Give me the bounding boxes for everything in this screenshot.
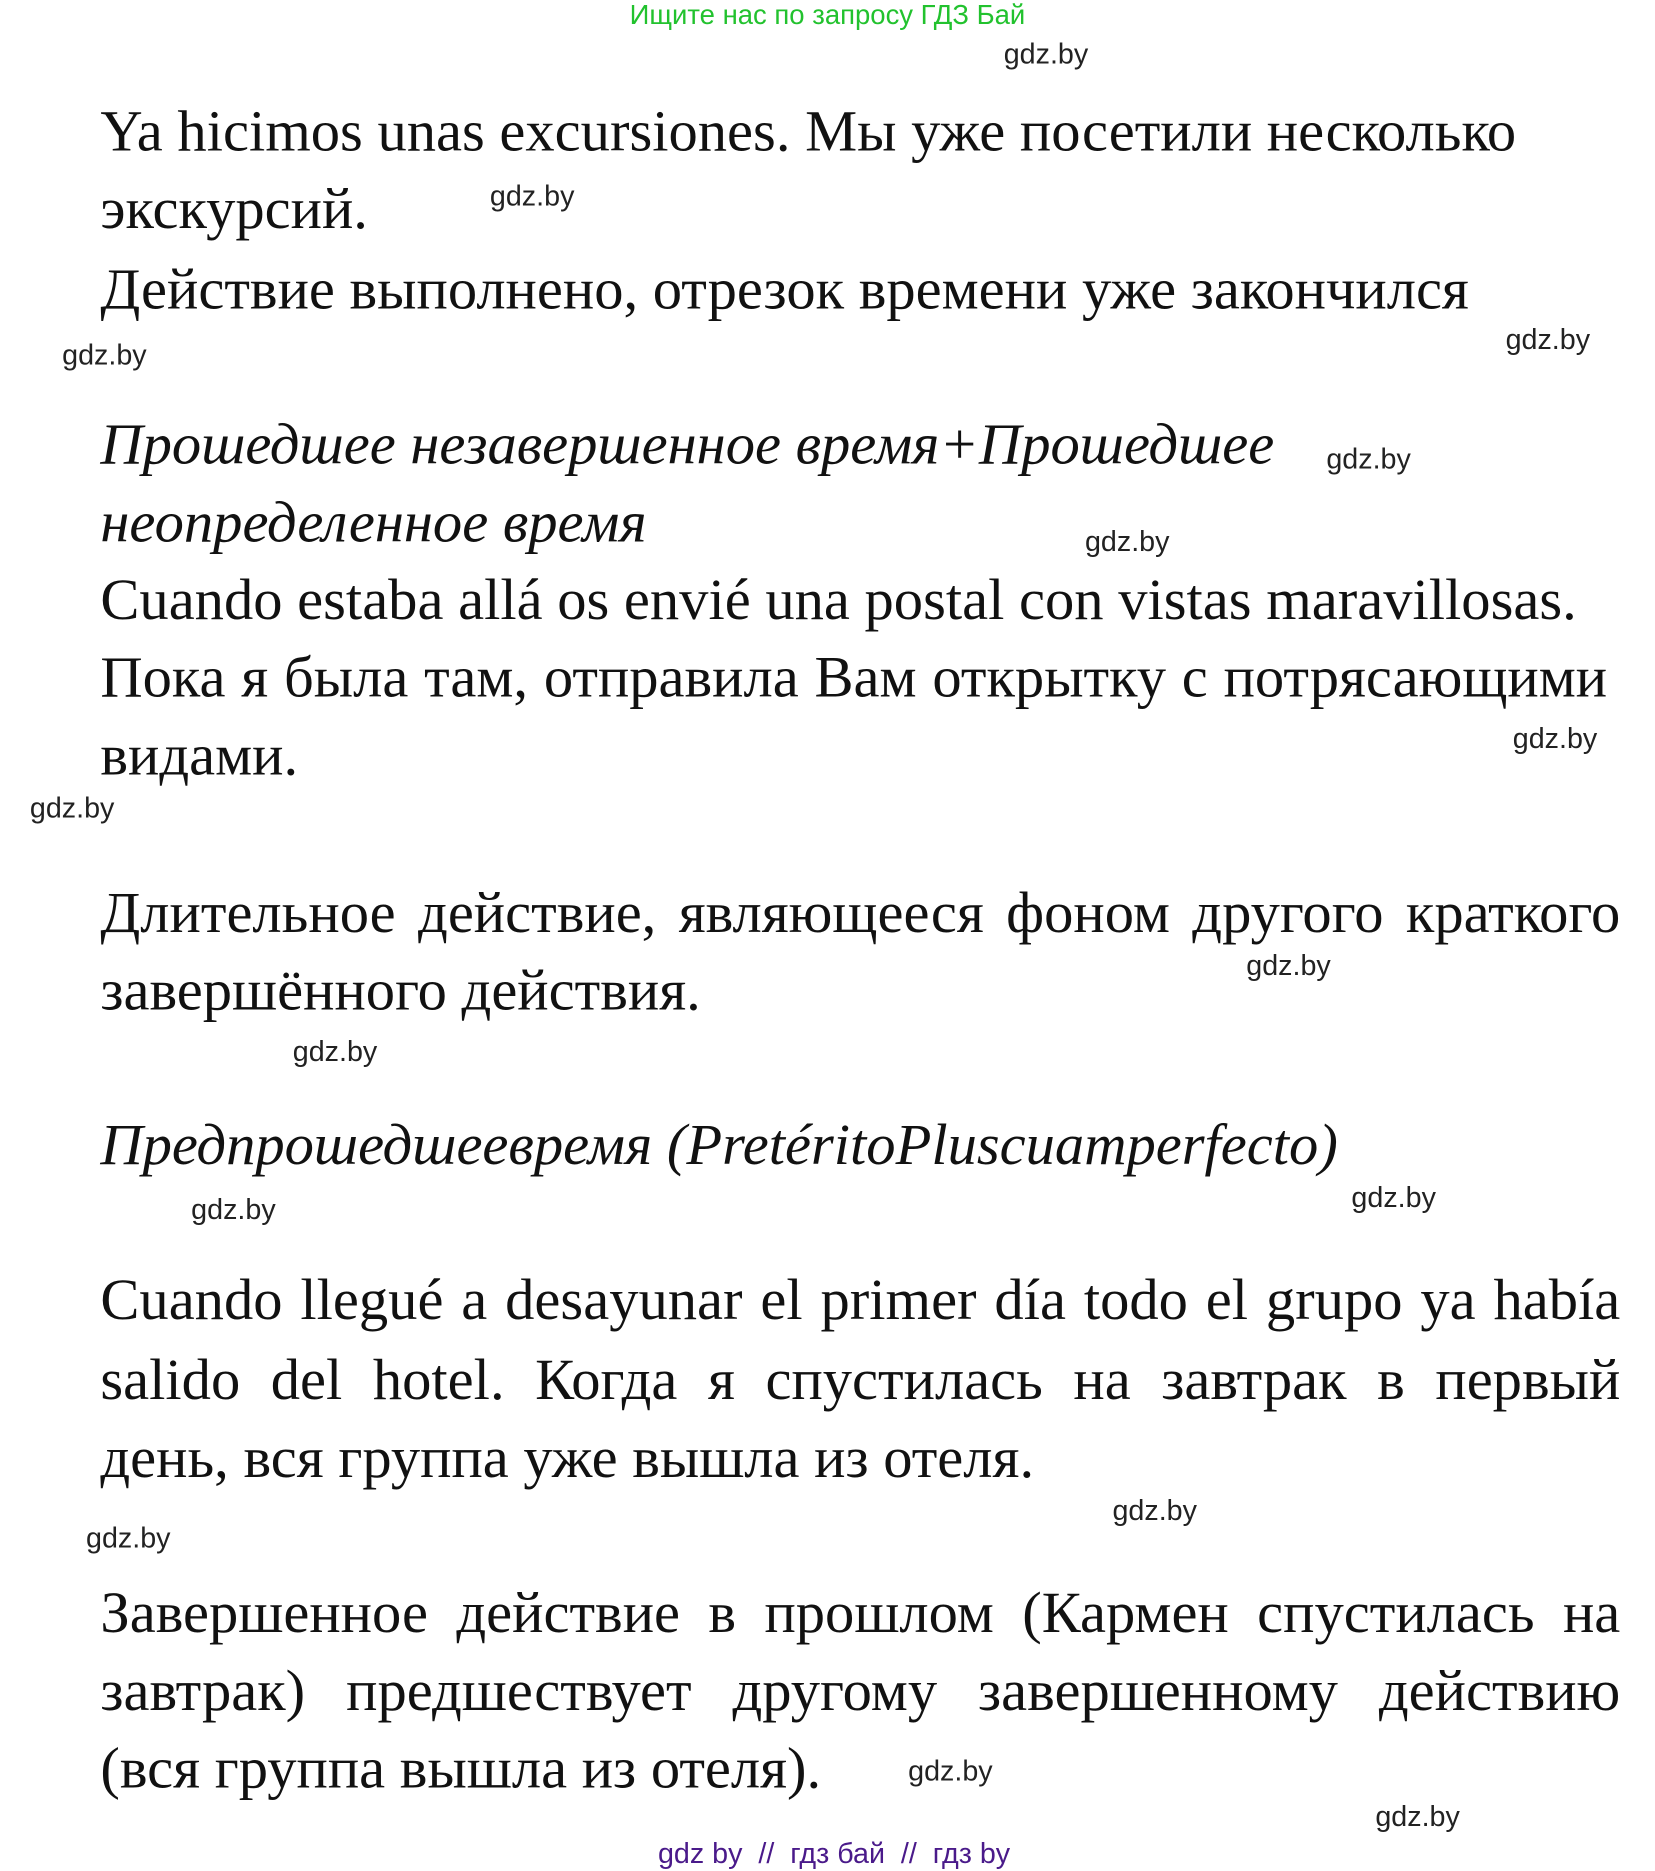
- text-line: день, вся группа уже вышла из отеля.: [100, 1424, 1035, 1491]
- section-heading: Предпрошедшеевремя (PretéritoPluscuamperfecto): [100, 1111, 1338, 1177]
- text-line: salido del hotel. Когда я спустилась на завтрак в первый: [100, 1346, 1621, 1413]
- watermark: gdz.by: [908, 1755, 993, 1788]
- text-line: Пока я была там, отправила Вам открытку с потрясающими: [100, 644, 1608, 710]
- watermark: gdz.by: [1512, 722, 1598, 756]
- text-line: Ya hicimos unas excursiones. Мы уже посетили несколько: [100, 97, 1517, 164]
- watermark: gdz.by: [1112, 1494, 1197, 1528]
- text-line: Действие выполнено, отрезок времени уже закончился: [100, 255, 1469, 322]
- watermark: gdz.by: [1375, 1800, 1460, 1833]
- watermark: gdz.by: [292, 1035, 378, 1069]
- search-hint-header: Ищите нас по запросу ГДЗ Бай: [629, 0, 1026, 30]
- watermark: gdz.by: [1351, 1181, 1436, 1215]
- watermark: gdz.by: [86, 1522, 171, 1555]
- text-line: завтрак) предшествует другому завершенному действию: [100, 1657, 1621, 1724]
- section-heading: Прошедшее незавершенное время+Прошедшее: [100, 411, 1275, 477]
- text-line: Длительное действие, являющееся фоном другого краткого: [100, 879, 1621, 946]
- watermark: gdz.by: [489, 180, 575, 213]
- footer-links: gdz by // гдз бай // гдз by: [657, 1837, 1011, 1871]
- section-heading: неопределенное время: [100, 488, 647, 555]
- watermark: gdz.by: [1505, 323, 1591, 357]
- watermark: gdz.by: [1084, 525, 1170, 559]
- watermark: gdz.by: [1326, 443, 1411, 476]
- watermark: gdz.by: [62, 339, 147, 372]
- text-line: завершённого действия.: [100, 957, 701, 1023]
- watermark: gdz.by: [1246, 949, 1331, 983]
- text-line: Cuando llegué a desayunar el primer día todo el grupo ya había: [100, 1266, 1621, 1333]
- watermark: gdz.by: [29, 792, 115, 825]
- watermark: gdz.by: [1003, 38, 1089, 71]
- text-line: видами.: [100, 721, 299, 788]
- text-line: Cuando estaba allá os envié una postal con vistas maravillosas.: [100, 566, 1577, 633]
- text-line: экскурсий.: [100, 175, 368, 242]
- text-line: (вся группа вышла из отеля).: [100, 1734, 822, 1801]
- text-line: Завершенное действие в прошлом (Кармен спустилась на: [100, 1579, 1621, 1646]
- watermark: gdz.by: [191, 1193, 276, 1226]
